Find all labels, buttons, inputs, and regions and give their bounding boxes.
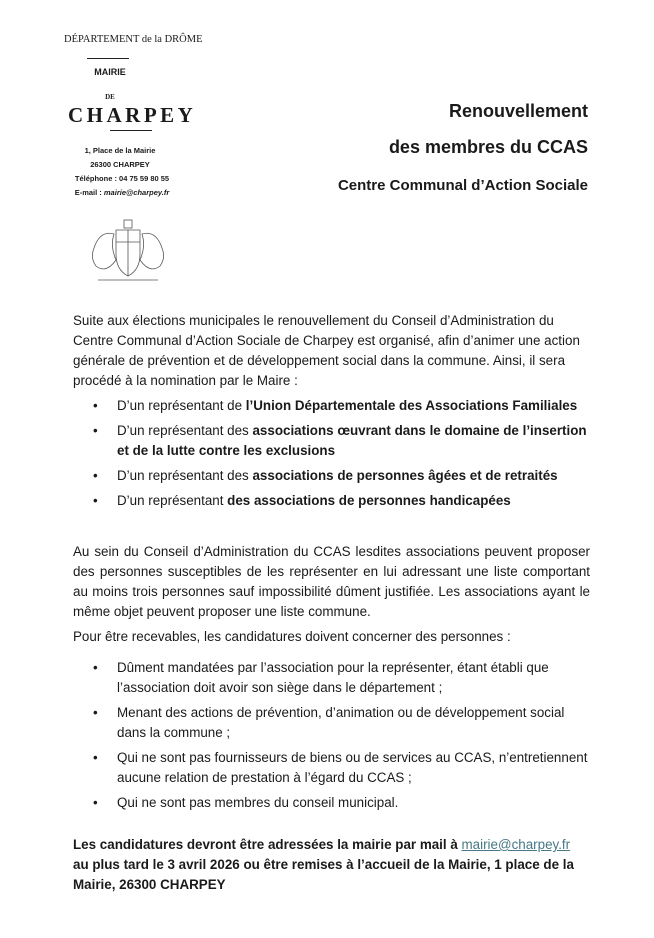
list-item: • Qui ne sont pas fournisseurs de biens ou de services au CCAS, n’entretiennent aucune relation de prestation à l’égard du CCAS ; (73, 748, 590, 788)
list-item: • Qui ne sont pas membres du conseil municipal. (73, 793, 590, 813)
closing-text: au plus tard le 3 avril 2026 ou être remises à l’accueil de la Mairie, 1 place de la Mairie, 26300 CHARPEY (73, 837, 578, 892)
conditions-list (73, 658, 590, 818)
divider (110, 130, 152, 131)
mairie-label: MAIRIE (94, 67, 126, 77)
item-bold: associations œuvrant dans le domaine de l’insertion et de la lutte contre les exclusions (117, 423, 587, 458)
email-label: E-mail : (74, 188, 104, 197)
associations-paragraph: Au sein du Conseil d’Administration du CCAS lesdites associations peuvent proposer des personnes susceptibles de les représenter en lui adressant une liste comportant au moins trois personnes sauf impossibilité dûment justifiée. Les associations ayant le même objet peuvent proposer une liste commune. (73, 544, 590, 619)
coat-of-arms-icon (88, 218, 168, 284)
item-bold: associations de personnes âgées et de retraités (252, 468, 558, 483)
department-label: DÉPARTEMENT de la DRÔME (64, 34, 203, 45)
list-item (73, 396, 590, 416)
representatives-list (73, 396, 590, 516)
item-text: D’un représentant (117, 493, 228, 508)
intro-paragraph: Suite aux élections municipales le renouvellement du Conseil d’Administration du Centre Communal d’Action Sociale de Charpey est organisé, afin d’animer une action générale de prévention et de développement social dans la commune. Ainsi, il sera procédé à la nomination par le Maire : (73, 313, 580, 388)
list-item (73, 421, 590, 461)
item-bold: l’Union Départementale des Associations Familiales (245, 398, 578, 413)
list-item: • Dûment mandatées par l’association pour la représenter, étant établi que l’association doit avoir son siège dans le département ; (73, 658, 590, 698)
list-item (73, 491, 590, 511)
de-label: DE (105, 93, 115, 101)
email-link[interactable]: mairie@charpey.fr (103, 188, 170, 197)
divider (87, 58, 129, 59)
closing-text: Les candidatures devront être adressées la mairie par mail à (73, 837, 462, 852)
list-item (73, 466, 590, 486)
subtitle: Centre Communal d’Action Sociale (337, 177, 588, 194)
title-line-2: des membres du CCAS (388, 137, 588, 157)
phone: Téléphone : 04 75 59 80 55 (74, 174, 170, 183)
address-line: 26300 CHARPEY (90, 160, 150, 169)
eligibility-paragraph: Pour être recevables, les candidatures doivent concerner des personnes : (73, 629, 511, 644)
list-item: • Menant des actions de prévention, d’animation ou de développement social dans la commune ; (73, 703, 590, 743)
closing-paragraph (73, 835, 593, 895)
title-line-1: Renouvellement (448, 101, 588, 121)
address-line: 1, Place de la Mairie (84, 146, 156, 155)
item-text: D’un représentant de (117, 398, 246, 413)
town-name: CHARPEY (68, 103, 197, 127)
item-text: D’un représentant des (117, 468, 253, 483)
email-line (47, 188, 197, 197)
item-text: D’un représentant des (117, 423, 253, 438)
item-bold: des associations de personnes handicapées (227, 493, 511, 508)
closing-email-link[interactable]: mairie@charpey.fr (461, 837, 571, 852)
